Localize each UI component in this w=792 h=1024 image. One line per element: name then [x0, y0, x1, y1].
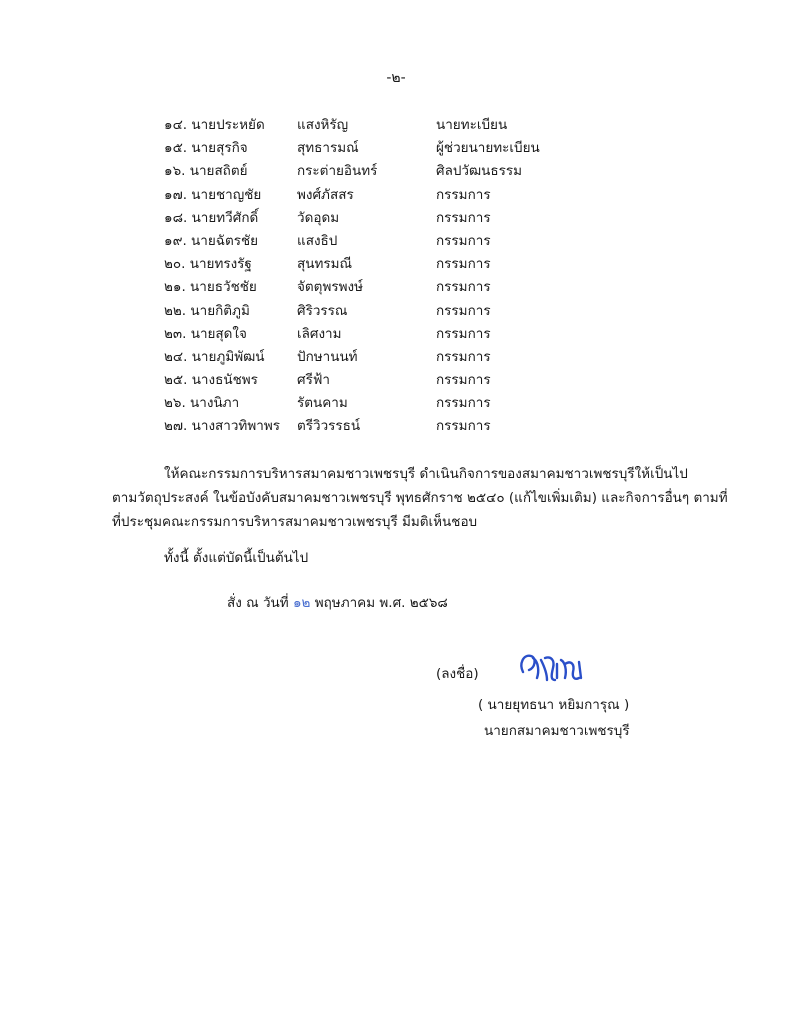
- member-row: [0, 415, 792, 438]
- member-row: [0, 160, 792, 183]
- signer-name: ( นายยุทธนา หยิมการุณ ): [478, 697, 630, 713]
- signature-label: (ลงชื่อ): [436, 666, 479, 682]
- member-name: ๒๑. นายธวัชชัย: [164, 279, 257, 296]
- directive-line-1: ให้คณะกรรมการบริหารสมาคมชาวเพชรบุรี ดำเนินกิจการของสมาคมชาวเพชรบุรีให้เป็นไป: [164, 466, 688, 482]
- member-role: กรรมการ: [436, 372, 491, 389]
- member-role: กรรมการ: [436, 348, 491, 365]
- member-role: กรรมการ: [436, 186, 491, 203]
- member-name: ๑๘. นายทวีศักดิ์: [164, 209, 259, 226]
- member-role: กรรมการ: [436, 325, 491, 342]
- member-row: [0, 392, 792, 415]
- effective-date-paragraph: ทั้งนี้ ตั้งแต่บัดนี้เป็นต้นไป: [164, 550, 309, 566]
- signer-position: นายกสมาคมชาวเพชรบุรี: [484, 723, 630, 739]
- member-name: ๑๖. นายสถิตย์: [164, 163, 248, 180]
- member-surname: วัดอุดม: [297, 209, 340, 226]
- member-name: ๒๒. นายกิติภูมิ: [164, 302, 250, 319]
- member-name: ๒๓. นายสุดใจ: [164, 325, 247, 342]
- member-name: ๒๐. นายทรงรัฐ: [164, 256, 252, 273]
- member-row: [0, 300, 792, 323]
- order-date: [227, 591, 448, 613]
- member-row: [0, 323, 792, 346]
- member-role: กรรมการ: [436, 302, 491, 319]
- member-name: ๑๔. นายประหยัด: [164, 117, 265, 133]
- member-surname: ศรีฟ้า: [297, 372, 330, 389]
- member-surname: ปักษานนท์: [297, 348, 358, 365]
- member-role: นายทะเบียน: [436, 117, 508, 133]
- member-surname: รัตนคาม: [297, 395, 348, 412]
- member-row: [0, 346, 792, 369]
- member-surname: สุนทรมณี: [297, 256, 353, 273]
- member-surname: แสงธิป: [297, 232, 338, 249]
- member-row: [0, 276, 792, 299]
- directive-line-2: ตามวัตถุประสงค์ ในข้อบังคับสมาคมชาวเพชรบุรี พุทธศักราช ๒๕๔๐ (แก้ไขเพิ่มเติม) และกิจการอื่นๆ ตามที่: [112, 490, 728, 506]
- page-number: -๒-: [386, 70, 406, 86]
- member-surname: กระต่ายอินทร์: [297, 163, 378, 180]
- member-surname: เลิศงาม: [297, 325, 342, 342]
- member-surname: ตรีวิวรรธน์: [297, 418, 361, 435]
- member-row: [0, 230, 792, 253]
- directive-paragraph: [112, 462, 728, 534]
- member-row: [0, 253, 792, 276]
- member-name: ๑๙. นายฉัตรชัย: [164, 232, 259, 249]
- order-date-rest: พฤษภาคม พ.ศ. ๒๕๖๘: [314, 595, 448, 611]
- committee-member-list: [0, 114, 792, 439]
- member-role: กรรมการ: [436, 209, 491, 226]
- member-role: กรรมการ: [436, 256, 491, 273]
- member-role: กรรมการ: [436, 232, 491, 249]
- member-role: ศิลปวัฒนธรรม: [436, 163, 523, 180]
- order-date-prefix: สั่ง ณ วันที่: [227, 595, 289, 611]
- member-row: [0, 184, 792, 207]
- member-row: [0, 207, 792, 230]
- member-surname: แสงหิรัญ: [297, 117, 349, 133]
- member-role: กรรมการ: [436, 395, 491, 412]
- member-name: ๑๕. นายสุรกิจ: [164, 140, 248, 157]
- member-surname: จัตตุพรพงษ์: [297, 279, 363, 296]
- member-role: ผู้ช่วยนายทะเบียน: [436, 140, 540, 157]
- signature-stroke: [521, 656, 581, 680]
- member-name: ๑๗. นายชาญชัย: [164, 186, 262, 203]
- member-name: ๒๕. นางธนัชพร: [164, 372, 258, 389]
- directive-line-3: ที่ประชุมคณะกรรมการบริหารสมาคมชาวเพชรบุรี มีมติเห็นชอบ: [112, 514, 478, 530]
- order-date-day: ๑๒: [292, 595, 311, 611]
- member-row: [0, 114, 792, 137]
- member-surname: สุทธารมณ์: [297, 140, 359, 157]
- member-surname: ศิริวรรณ: [297, 302, 348, 319]
- handwritten-signature: [517, 650, 597, 684]
- member-row: [0, 137, 792, 160]
- member-name: ๒๔. นายภูมิพัฒน์: [164, 348, 265, 365]
- member-row: [0, 369, 792, 392]
- member-name: ๒๖. นางนิภา: [164, 395, 240, 412]
- member-role: กรรมการ: [436, 279, 491, 296]
- member-role: กรรมการ: [436, 418, 491, 435]
- member-name: ๒๗. นางสาวทิพาพร: [164, 418, 280, 435]
- member-surname: พงศ์ภัสสร: [297, 186, 354, 203]
